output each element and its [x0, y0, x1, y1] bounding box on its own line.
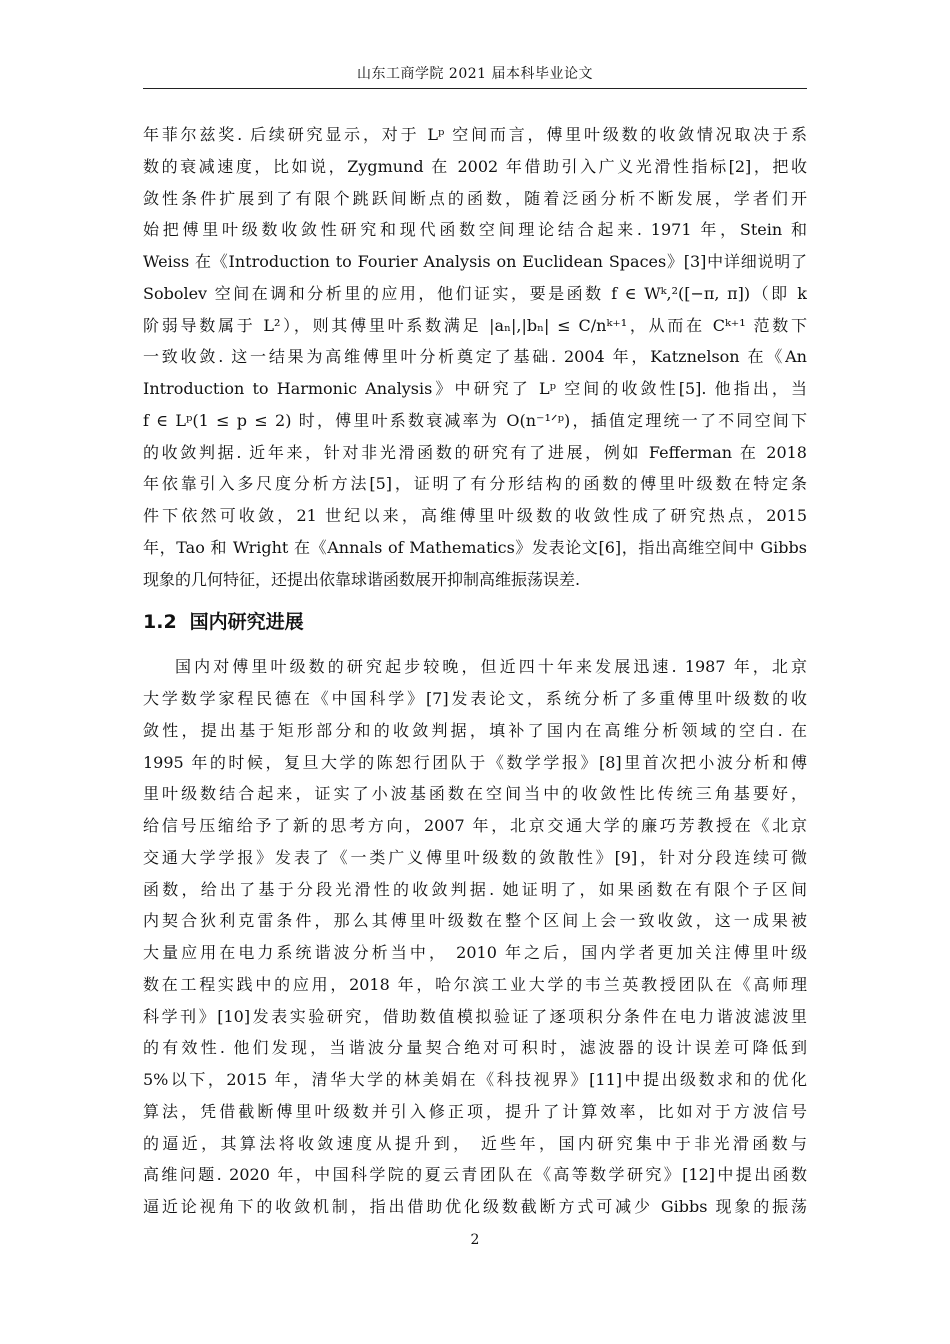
text-line: 给信号压缩给予了新的思考方向，2007 年，北京交通大学的廉巧芳教授在《北京 — [143, 816, 807, 835]
text-line: 年依靠引入多尺度分析方法[5]，证明了有分形结构的函数的傅里叶级数在特定条 — [143, 474, 807, 494]
text-line: 1995 年的时候，复旦大学的陈恕行团队于《数学学报》[8]里首次把小波分析和傅 — [143, 752, 807, 772]
text-line: 函数，给出了基于分段光滑性的收敛判据. 她证明了，如果函数在有限个子区间 — [143, 879, 807, 899]
text-line: 5%以下，2015 年，清华大学的林美娟在《科技视界》[11]中提出级数求和的优化 — [143, 1070, 807, 1089]
text-line: Weiss 在《Introduction to Fourier Analysis on Euclidean Spaces》[3]中详细说明了 — [143, 252, 807, 271]
section-number: 1.2 — [143, 611, 177, 634]
page-number: 2 — [470, 1232, 480, 1248]
running-header: 山东工商学院 2021 届本科毕业论文 — [356, 66, 594, 82]
text-line: 科学刊》[10]发表实验研究，借助数值模拟验证了逐项积分条件在电力谐波滤波里 — [143, 1006, 807, 1026]
text-line: 内契合狄利克雷条件，那么其傅里叶级数在整个区间上会一致收敛，这一成果被 — [143, 911, 807, 931]
text-line: 数的衰减速度，比如说，Zygmund 在 2002 年借助引入广义光滑性指标[2]，把收 — [143, 156, 807, 176]
text-line: 逼近论视角下的收敛机制，指出借助优化级数截断方式可减少 Gibbs 现象的振荡 — [143, 1197, 807, 1216]
text-line: 年菲尔兹奖. 后续研究显示，对于 Lᵖ 空间而言，傅里叶级数的收敛情况取决于系 — [143, 125, 807, 144]
text-line: 年，Tao 和 Wright 在《Annals of Mathematics》发表论文[6]，指出高维空间中 Gibbs — [143, 537, 807, 557]
text-line: 算法，凭借截断傅里叶级数并引入修正项，提升了计算效率，比如对于方波信号 — [143, 1101, 807, 1121]
text-line: 交通大学学报》发表了《一类广义傅里叶级数的敛散性》[9]，针对分段连续可微 — [143, 847, 807, 867]
section-heading — [143, 599, 807, 645]
text-line: 的逼近，其算法将收敛速度从提升到， 近些年，国内研究集中于非光滑函数与 — [143, 1133, 807, 1153]
section-title: 国内研究进展 — [189, 611, 304, 634]
text-line: 的有效性. 他们发现，当谐波分量契合绝对可积时，滤波器的设计误差可降低到 — [143, 1038, 807, 1058]
text-line: 国内对傅里叶级数的研究起步较晚，但近四十年来发展迅速. 1987 年，北京 — [175, 657, 807, 677]
header-rule — [143, 88, 807, 89]
body-text — [143, 119, 807, 1223]
text-line: 大学数学家程民德在《中国科学》[7]发表论文，系统分析了多重傅里叶级数的收 — [143, 689, 807, 708]
text-line: 里叶级数结合起来，证实了小波基函数在空间当中的收敛性比传统三角基要好， — [143, 784, 807, 804]
text-line: Sobolev 空间在调和分析里的应用，他们证实，要是函数 f ∈ Wᵏ,²([−π, π])（即 k — [143, 283, 807, 303]
text-line: 一致收敛. 这一结果为高维傅里叶分析奠定了基础. 2004 年，Katznelson 在《An — [143, 347, 807, 367]
text-line: 敛性条件扩展到了有限个跳跃间断点的函数，随着泛函分析不断发展，学者们开 — [143, 188, 807, 208]
text-line: 高维问题. 2020 年，中国科学院的夏云青团队在《高等数学研究》[12]中提出函数 — [143, 1165, 807, 1185]
text-line: 敛性，提出基于矩形部分和的收敛判据，填补了国内在高维分析领域的空白. 在 — [143, 720, 807, 740]
text-line: 始把傅里叶级数收敛性研究和现代函数空间理论结合起来. 1971 年，Stein 和 — [143, 220, 807, 240]
text-line: 数在工程实践中的应用，2018 年，哈尔滨工业大学的韦兰英教授团队在《高师理 — [143, 974, 807, 994]
text-line: 的收敛判据. 近年来，针对非光滑函数的研究有了进展，例如 Fefferman 在 2018 — [143, 442, 807, 462]
paragraph-foreign-research — [143, 119, 807, 595]
text-line: 阶弱导数属于 L²），则其傅里叶系数满足 |aₙ|,|bₙ| ≤ C/nᵏ⁺¹，从而在 Cᵏ⁺¹ 范数下 — [143, 315, 807, 335]
text-line: 现象的几何特征，还提出依靠球谐函数展开抑制高维振荡误差. — [143, 569, 581, 589]
paragraph-domestic-research — [143, 651, 807, 1223]
text-line: f ∈ Lᵖ(1 ≤ p ≤ 2) 时，傅里叶系数衰减率为 O(n⁻¹ᐟᵖ)，插值定理统一了不同空间下 — [143, 410, 807, 430]
text-line: Introduction to Harmonic Analysis》中研究了 Lᵖ 空间的收敛性[5]. 他指出，当 — [143, 379, 807, 398]
text-line: 件下依然可收敛，21 世纪以来，高维傅里叶级数的收敛性成了研究热点，2015 — [143, 506, 807, 525]
text-line: 大量应用在电力系统谐波分析当中， 2010 年之后，国内学者更加关注傅里叶级 — [143, 943, 807, 962]
